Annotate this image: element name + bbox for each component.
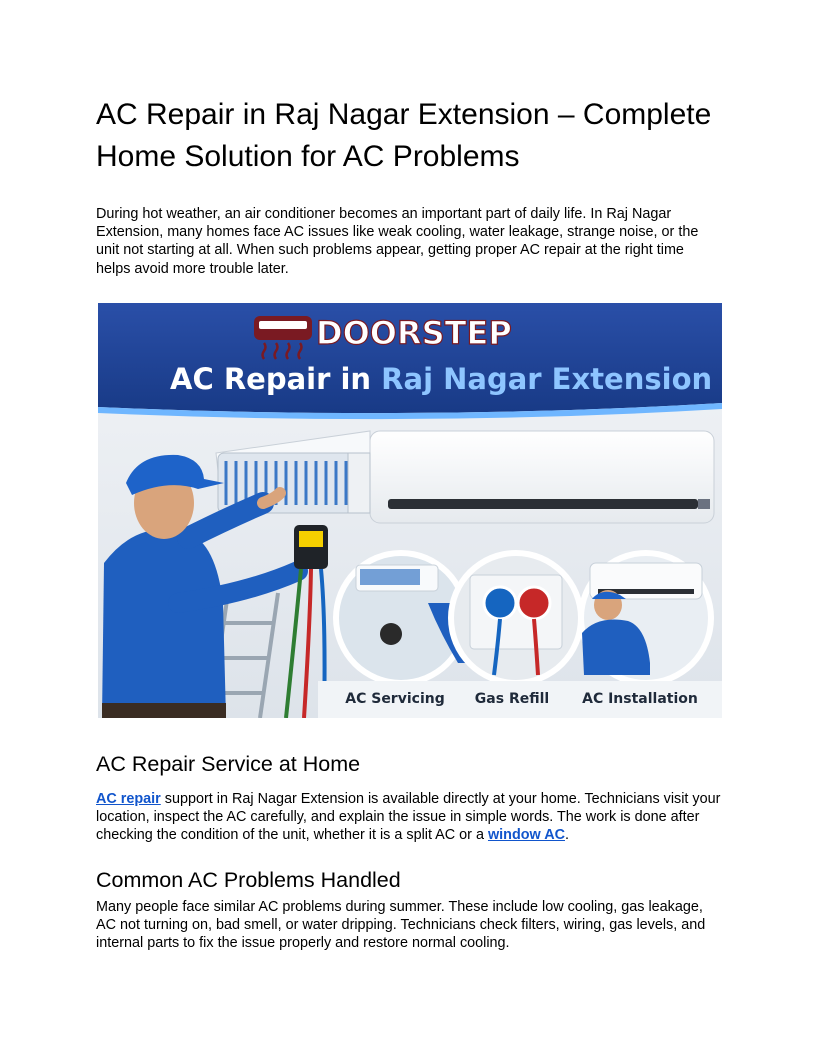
section-heading-common-problems: Common AC Problems Handled — [96, 868, 401, 892]
banner-brand: DOORSTEP — [316, 314, 512, 352]
service-label-servicing: AC Servicing — [345, 691, 445, 707]
window-ac-link[interactable]: window AC — [487, 827, 565, 844]
ac-repair-link[interactable]: AC repair — [96, 791, 161, 807]
service-circle-gas-refill — [448, 550, 584, 686]
section-heading-home-service: AC Repair Service at Home — [96, 752, 361, 776]
page-title: AC Repair in Raj Nagar Extension – Complete Home Solution for AC Problems — [96, 98, 712, 173]
service-label-installation: AC Installation — [582, 691, 698, 707]
common-problems-paragraph: Many people face similar AC problems during summer. These include low cooling, gas leakage, AC not turning on, bad smell, or water dripping. Technicians check filters, wiring, gas levels, and internal parts to fix the issue properly and restore normal cooling. — [96, 899, 706, 952]
intro-paragraph: During hot weather, an air conditioner becomes an important part of daily life. In Raj Nagar Extension, many homes face AC issues like weak cooling, water leakage, strange noise, or the unit not starting at all. When such problems appear, getting proper AC repair at the right time helps avoid more trouble later. — [96, 206, 699, 277]
service-label-gas-refill: Gas Refill — [474, 691, 550, 707]
service-circle-installation — [578, 550, 714, 686]
split-ac-illustration — [216, 431, 714, 523]
home-service-paragraph: AC repair support in Raj Nagar Extension is available directly at your home. Technicians visit your location, inspect the AC carefully, and explain the issue in simple words. The work is done after checking the condition of the unit, whether it is a split AC or a window AC. — [96, 791, 721, 844]
banner-image — [98, 303, 722, 718]
banner-headline: AC Repair in Raj Nagar Extension — [170, 362, 713, 396]
